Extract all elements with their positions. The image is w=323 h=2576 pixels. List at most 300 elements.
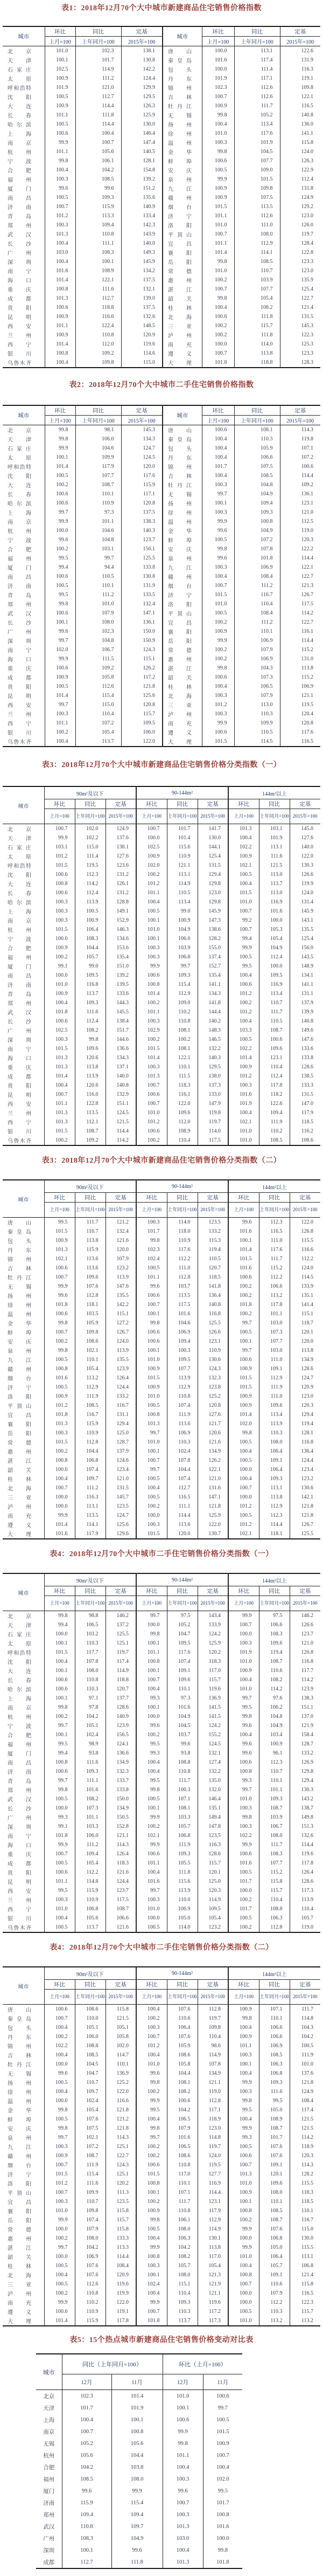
value-cell: 100.4 — [45, 737, 75, 747]
value-cell: 110.2 — [167, 1007, 198, 1017]
value-cell: 132.3 — [106, 1767, 136, 1776]
value-cell: 110.8 — [167, 2206, 198, 2215]
value-cell: 110.6 — [259, 2280, 290, 2289]
value-cell: 117.4 — [290, 2105, 320, 2115]
value-cell: 109.5 — [121, 719, 163, 728]
city-name: 厦门 — [43, 2488, 55, 2495]
city-cell — [3, 824, 44, 834]
table1-title: 表1：2018年12月70个大中城市新建商品住宅销售价格指数 — [61, 4, 262, 12]
city-name: 宜昌 — [168, 241, 192, 247]
value-cell: 101.4 — [111, 2390, 163, 2402]
city-cell — [3, 1684, 44, 1694]
value-cell: 109.9 — [75, 453, 121, 462]
value-cell: 121.6 — [106, 1923, 136, 1932]
value-cell: 110.8 — [62, 2520, 111, 2532]
table-row — [3, 870, 320, 879]
table-row — [36, 2437, 242, 2449]
value-cell: 120.3 — [290, 1401, 320, 1410]
city-name: 杭州 — [8, 529, 31, 535]
city-name: 泉州 — [8, 1349, 31, 1355]
table-row — [3, 1849, 320, 1859]
table-row — [3, 147, 320, 156]
value-cell: 150.9 — [121, 636, 163, 645]
city-cell — [3, 2261, 44, 2270]
value-cell: 109.4 — [62, 2509, 111, 2520]
table-row — [3, 581, 320, 590]
city-cell — [3, 1346, 44, 1355]
city-cell — [3, 294, 45, 303]
value-cell: 108.4 — [106, 2261, 136, 2270]
value-cell: 114.3 — [106, 1840, 136, 1849]
value-cell: 151.0 — [106, 962, 136, 971]
value-cell: 106.6 — [106, 1914, 136, 1923]
value-cell: 100.4 — [44, 1657, 75, 1666]
value-cell: 101.0 — [136, 1904, 167, 1914]
value-cell: 100.6 — [259, 1035, 290, 1044]
city-cell — [3, 101, 45, 111]
value-cell: 155.0 — [198, 943, 228, 952]
value-cell: 102.0 — [75, 824, 106, 834]
value-cell: 101.6 — [136, 1877, 167, 1886]
group-mom: 环比（上月=100） — [163, 2354, 242, 2374]
value-cell: 112.2 — [259, 2298, 290, 2307]
table-row — [3, 879, 320, 888]
city-cell — [3, 728, 45, 737]
city-name: 宜昌 — [168, 620, 192, 626]
city-cell — [3, 980, 44, 989]
value-cell: 127.6 — [106, 852, 136, 861]
value-cell: 144.6 — [106, 1035, 136, 1044]
value-cell: 108.5 — [62, 2473, 111, 2485]
value-cell: 110.8 — [75, 330, 121, 340]
value-cell: 109.7 — [75, 2087, 106, 2096]
value-cell: 133.4 — [121, 211, 163, 220]
table-row — [3, 1072, 320, 1081]
city-name: 南京 — [8, 1705, 31, 1711]
city-cell — [3, 1886, 44, 1895]
value-cell: 121.2 — [106, 1218, 136, 1227]
value-cell: 109.3 — [167, 2298, 198, 2307]
value-cell: 124.9 — [280, 193, 320, 202]
value-cell: 113.2 — [259, 1291, 290, 1300]
value-cell: 115.9 — [75, 1886, 106, 1895]
value-cell: 106.4 — [259, 2252, 290, 2261]
value-cell: 119.6 — [290, 1849, 320, 1859]
city-cell — [36, 2544, 62, 2556]
value-cell: 100.8 — [228, 1767, 259, 1776]
value-cell: 112.9 — [167, 1383, 198, 1392]
value-cell: 100.3 — [136, 2261, 167, 2270]
table-row — [3, 2270, 320, 2280]
value-cell: 108.5 — [259, 1136, 290, 1145]
value-cell: 101.0 — [228, 897, 259, 907]
value-cell: 125.0 — [106, 1428, 136, 1438]
value-cell: 106.3 — [259, 1914, 290, 1923]
value-cell: 100.9 — [44, 989, 75, 998]
value-cell: 124.6 — [106, 1456, 136, 1465]
value-cell: 100.8 — [44, 1758, 75, 1767]
value-cell: 100.6 — [44, 2307, 75, 2316]
col-yoy-base: 上年同月=100 — [75, 809, 106, 824]
value-cell: 103.7 — [167, 1282, 198, 1291]
city-cell — [3, 330, 45, 340]
city-name: 杭州 — [43, 2453, 55, 2459]
value-cell: 100.2 — [136, 2151, 167, 2160]
value-cell: 100.4 — [228, 1108, 259, 1117]
value-cell: 108.4 — [290, 2096, 320, 2105]
value-cell: 115.0 — [121, 358, 163, 368]
value-cell: 148.9 — [290, 962, 320, 971]
city-cell — [3, 952, 44, 962]
city-name: 大理 — [8, 2319, 31, 2325]
value-cell: 101.2 — [202, 700, 234, 709]
city-name: 长沙 — [8, 241, 31, 247]
value-cell: 100.9 — [136, 2206, 167, 2215]
value-cell: 114.9 — [198, 1895, 228, 1904]
city-name: 成都 — [8, 1861, 31, 1867]
city-name: 徐州 — [168, 510, 192, 516]
value-cell: 112.6 — [75, 2280, 106, 2289]
city-cell — [3, 1493, 44, 1502]
value-cell: 110.5 — [198, 1254, 228, 1263]
value-cell: 102.3 — [136, 1245, 167, 1254]
table-row — [36, 2473, 242, 2485]
value-cell: 100.6 — [203, 2390, 242, 2402]
value-cell: 123.2 — [290, 1474, 320, 1483]
table-row — [3, 563, 320, 572]
city-cell — [163, 645, 202, 654]
value-cell: 100.1 — [228, 2060, 259, 2069]
value-cell: 112.9 — [75, 1383, 106, 1392]
city-name: 常德 — [168, 269, 192, 275]
value-cell: 100.4 — [202, 444, 234, 453]
city-name: 金华 — [8, 2108, 31, 2114]
city-name: 贵阳 — [8, 1870, 31, 1876]
value-cell: 108.2 — [234, 303, 280, 312]
value-cell: 117.3 — [198, 2316, 228, 2326]
value-cell: 122.7 — [106, 2151, 136, 2160]
city-cell — [3, 2041, 44, 2050]
value-cell: 101.4 — [167, 833, 198, 842]
value-cell: 114.4 — [259, 1520, 290, 1529]
value-cell: 121.8 — [290, 2078, 320, 2087]
city-name: 成都 — [43, 2559, 55, 2566]
value-cell: 113.8 — [259, 1493, 290, 1502]
city-name: 兰州 — [8, 333, 31, 339]
value-cell: 137.6 — [106, 833, 136, 842]
col-fixed-base: 定基 — [198, 799, 228, 809]
table-row — [3, 1456, 320, 1465]
city-name: 常德 — [8, 1440, 31, 1446]
value-cell: 112.9 — [259, 1502, 290, 1511]
value-cell: 111.5 — [75, 654, 121, 664]
value-cell: 105.4 — [75, 728, 121, 737]
table2-title: 表2：2018年12月70个大中城市二手住宅销售价格指数 — [69, 381, 254, 389]
value-cell: 108.3 — [259, 1629, 290, 1639]
table-row — [3, 2023, 320, 2032]
city-name: 西安 — [8, 1102, 31, 1108]
value-cell: 107.9 — [75, 609, 121, 618]
city-cell — [163, 654, 202, 664]
value-cell: 138.4 — [106, 1017, 136, 1026]
value-cell: 100.9 — [259, 1739, 290, 1749]
value-cell: 100.3 — [45, 220, 75, 230]
city-cell — [3, 1529, 44, 1539]
table-row — [3, 572, 320, 581]
col-fixed-base: 定基 — [198, 1980, 228, 1990]
value-cell: 100.5 — [136, 1401, 167, 1410]
value-cell: 101.0 — [136, 925, 167, 934]
value-cell: 104.8 — [234, 480, 280, 489]
value-cell: 99.8 — [163, 2437, 203, 2449]
value-cell: 100.0 — [202, 46, 234, 56]
value-cell: 116.6 — [290, 1245, 320, 1254]
col-mom-base: 上月=100 — [202, 37, 234, 46]
value-cell: 139.5 — [106, 980, 136, 989]
value-cell: 93.8 — [167, 1749, 198, 1758]
city-name: 金华 — [168, 150, 192, 156]
value-cell: 109.4 — [259, 1108, 290, 1117]
city-cell — [163, 673, 202, 682]
value-cell: 136.4 — [290, 1447, 320, 1456]
value-cell: 99.6 — [228, 1739, 259, 1749]
value-cell: 121.5 — [106, 1117, 136, 1127]
value-cell: 97.5 — [259, 1611, 290, 1621]
city-cell — [163, 175, 202, 184]
value-cell: 134.1 — [290, 971, 320, 980]
city-name: 沈阳 — [8, 474, 31, 480]
value-cell: 132.3 — [198, 1373, 228, 1383]
city-name: 成都 — [8, 675, 31, 681]
value-cell: 114.4 — [198, 2188, 228, 2197]
city-cell — [3, 517, 45, 526]
value-cell: 100.2 — [202, 275, 234, 285]
city-name: 福州 — [8, 556, 31, 562]
value-cell: 133.7 — [106, 1776, 136, 1785]
city-cell — [163, 526, 202, 535]
value-cell: 122.6 — [280, 46, 320, 56]
table-new-homes-classified-2 — [3, 1179, 320, 1539]
value-cell: 121.1 — [167, 861, 198, 870]
value-cell: 104.3 — [290, 2023, 320, 2032]
city-cell — [163, 202, 202, 211]
value-cell: 100.2 — [136, 1730, 167, 1739]
value-cell: 122.7 — [280, 618, 320, 627]
value-cell: 99.7 — [44, 1721, 75, 1730]
city-name: 岳阳 — [8, 1431, 31, 1437]
city-name: 沈阳 — [8, 1660, 31, 1666]
value-cell: 117.8 — [106, 2316, 136, 2326]
col-fixed-base-note: 2015年=100 — [290, 1596, 320, 1611]
value-cell: 100.2 — [136, 1822, 167, 1831]
value-cell: 100.0 — [259, 916, 290, 925]
value-cell: 116.8 — [290, 1438, 320, 1447]
value-cell: 131.5 — [290, 1090, 320, 1099]
value-cell: 113.5 — [234, 202, 280, 211]
table-row — [3, 916, 320, 925]
table-row — [3, 2142, 320, 2151]
group-over-144: 144m²以上 — [228, 1180, 320, 1193]
value-cell: 101.0 — [44, 980, 75, 989]
value-cell: 101.3 — [136, 1072, 167, 1081]
table-row — [3, 1758, 320, 1767]
city-cell — [3, 2014, 44, 2023]
city-cell — [163, 156, 202, 165]
value-cell: 101.0 — [45, 46, 75, 56]
value-cell: 107.4 — [167, 1401, 198, 1410]
value-cell: 108.6 — [75, 1337, 106, 1346]
value-cell: 141.8 — [198, 1282, 228, 1291]
value-cell: 115.8 — [290, 2280, 320, 2289]
city-name: 泸州 — [168, 333, 192, 339]
city-name: 乌鲁木齐 — [8, 740, 31, 745]
value-cell: 122.3 — [290, 2298, 320, 2307]
value-cell: 100.3 — [45, 709, 75, 719]
value-cell: 107.6 — [167, 2032, 198, 2041]
value-cell: 101.4 — [45, 691, 75, 700]
value-cell: 99.9 — [228, 943, 259, 952]
city-cell — [3, 1629, 44, 1639]
value-cell: 151.3 — [290, 1822, 320, 1831]
value-cell: 142.2 — [106, 1300, 136, 1309]
city-name: 赣州 — [8, 2154, 31, 2160]
value-cell: 111.6 — [75, 285, 121, 294]
table-row — [3, 1629, 320, 1639]
value-cell: 113.4 — [259, 989, 290, 998]
table4b-body — [3, 2005, 320, 2326]
value-cell: 110.4 — [259, 1062, 290, 1072]
value-cell: 115.8 — [280, 138, 320, 147]
value-cell: 141.1 — [290, 980, 320, 989]
value-cell: 100.9 — [228, 1666, 259, 1675]
value-cell: 113.6 — [167, 1520, 198, 1529]
value-cell: 108.9 — [75, 266, 121, 275]
value-cell: 108.0 — [111, 2473, 163, 2485]
city-name: 吉林 — [8, 2053, 31, 2059]
city-name: 南充 — [168, 342, 192, 348]
value-cell: 115.5 — [290, 1236, 320, 1245]
table-row — [3, 193, 320, 202]
value-cell: 104.8 — [259, 1712, 290, 1721]
value-cell: 99.8 — [45, 434, 75, 444]
value-cell: 106.6 — [259, 2032, 290, 2041]
city-cell — [3, 1648, 44, 1657]
value-cell: 110.4 — [234, 599, 280, 609]
city-cell — [36, 2402, 62, 2414]
value-cell: 114.8 — [290, 2014, 320, 2023]
city-cell — [3, 673, 45, 682]
table-row — [3, 645, 320, 654]
table-row — [3, 1007, 320, 1017]
value-cell: 99.6 — [167, 1739, 198, 1749]
value-cell: 106.8 — [259, 2069, 290, 2078]
value-cell: 108.0 — [75, 618, 121, 627]
value-cell: 100.3 — [136, 1218, 167, 1227]
city-name: 烟台 — [168, 205, 192, 211]
value-cell: 129.4 — [106, 1419, 136, 1428]
value-cell: 104.4 — [111, 2449, 163, 2461]
value-cell: 101.5 — [44, 1227, 75, 1236]
value-cell: 109.1 — [259, 2270, 290, 2280]
city-name: 福州 — [43, 2476, 55, 2483]
value-cell: 100.1 — [136, 1447, 167, 1456]
value-cell: 100.9 — [44, 1392, 75, 1401]
value-cell: 100.5 — [202, 165, 234, 175]
value-cell: 100.0 — [259, 962, 290, 971]
value-cell: 100.0 — [228, 1629, 259, 1639]
value-cell: 99.8 — [44, 1785, 75, 1794]
city-cell — [163, 303, 202, 312]
city-name: 南京 — [8, 520, 31, 526]
city-name: 贵阳 — [8, 685, 31, 690]
value-cell: 113.3 — [106, 2243, 136, 2252]
table-row — [3, 1117, 320, 1127]
table-row — [3, 1520, 320, 1529]
city-cell — [3, 1465, 44, 1474]
value-cell: 99.8 — [45, 425, 75, 435]
value-cell: 101.6 — [45, 266, 75, 275]
value-cell: 101.9 — [228, 1648, 259, 1657]
value-cell: 101.5 — [44, 2170, 75, 2179]
table-row — [3, 1017, 320, 1026]
value-cell: 119.0 — [290, 1923, 320, 1932]
table-row — [3, 1868, 320, 1877]
value-cell: 135.4 — [198, 971, 228, 980]
city-name: 海口 — [8, 1843, 31, 1849]
value-cell: 101.1 — [202, 239, 234, 248]
value-cell: 156.1 — [121, 544, 163, 554]
value-cell: 101.4 — [228, 1410, 259, 1419]
city-cell — [3, 1108, 44, 1117]
city-name: 青岛 — [8, 992, 31, 998]
value-cell: 101.0 — [228, 1794, 259, 1804]
city-name: 太原 — [8, 854, 31, 860]
value-cell: 101.8 — [44, 1410, 75, 1419]
value-cell: 110.7 — [259, 998, 290, 1007]
table-row — [3, 1447, 320, 1456]
col-mom-base: 上月=100 — [45, 416, 75, 425]
value-cell: 118.1 — [259, 1529, 290, 1539]
city-name: 济南 — [8, 205, 31, 211]
city-name: 昆明 — [8, 1880, 31, 1886]
value-cell: 117.9 — [198, 2206, 228, 2215]
city-name: 郑州 — [8, 223, 31, 229]
city-cell — [3, 147, 45, 156]
value-cell: 137.3 — [198, 1081, 228, 1090]
col-mom: 环比 — [44, 1193, 75, 1203]
city-cell — [3, 285, 45, 294]
value-cell: 121.9 — [198, 2280, 228, 2289]
value-cell: 102.0 — [228, 1419, 259, 1428]
value-cell: 100.8 — [45, 349, 75, 358]
value-cell: 114.4 — [75, 101, 121, 111]
city-cell — [3, 193, 45, 202]
value-cell: 139.0 — [121, 294, 163, 303]
value-cell: 100.3 — [202, 691, 234, 700]
value-cell: 99.8 — [44, 1611, 75, 1621]
col-fixed-base-note: 2015年=100 — [290, 1990, 320, 2005]
group-under-90: 90m²及以下 — [44, 1180, 136, 1193]
value-cell: 109.2 — [75, 1136, 106, 1145]
city-name: 泸州 — [8, 1504, 31, 1510]
value-cell: 100.7 — [136, 824, 167, 834]
city-name: 大连 — [8, 483, 31, 489]
value-cell: 100.8 — [234, 517, 280, 526]
value-cell: 102.4 — [75, 2096, 106, 2105]
value-cell: 156.0 — [290, 943, 320, 952]
table-row — [3, 1218, 320, 1227]
value-cell: 109.3 — [259, 1794, 290, 1804]
